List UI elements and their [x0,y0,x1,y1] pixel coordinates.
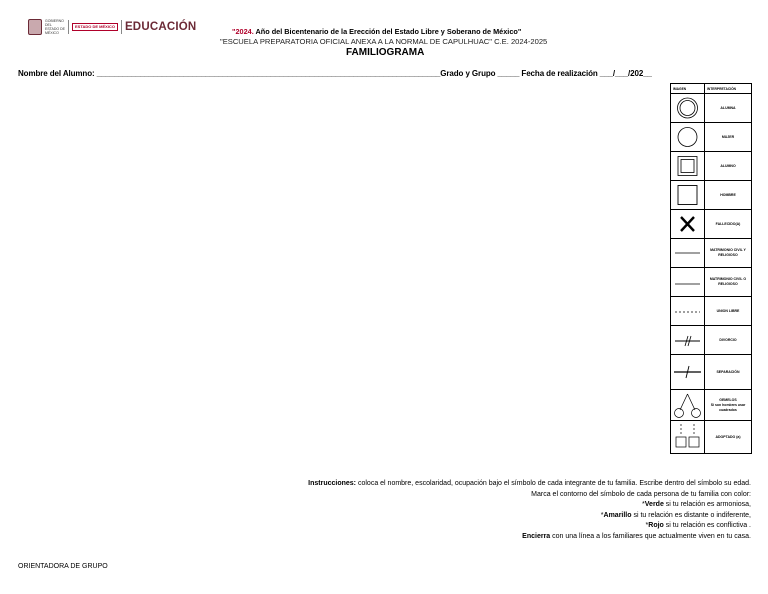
legend-row [671,268,752,297]
instruction-line: *Verde si tu relación es armoniosa, [642,501,751,509]
year-heading: "2024. Año del Bicentenario de la Erección del Estado Libre y Soberano de México" [232,27,522,36]
student-info-line[interactable]: Nombre del Alumno: _______________________________________________________________________________Grado y Grupo _____ Fecha de realización ___/___/202__ [18,69,652,78]
logo-mexico: ESTADO DE MÉXICO [72,23,118,31]
page-title: FAMILIOGRAMA [346,47,425,58]
legend-label: SEPARACIÓN [705,355,752,390]
legend-label: HOMBRE [705,181,752,210]
double-square-icon [671,152,704,180]
separation-line-icon [671,355,704,389]
legend-row [671,181,752,210]
divorce-line-icon [671,326,704,354]
legend-row [671,94,752,123]
instruction-line: Marca el contorno del símbolo de cada persona de tu familia con color: [531,490,751,498]
legend-label: ALUMNO [705,152,752,181]
instruction-line: *Rojo si tu relación es conflictiva . [645,522,751,530]
legend-label: DIVORCIO [705,326,752,355]
logo-divider [68,20,69,34]
legend-label: MUJER [705,123,752,152]
dashed-line-icon [671,297,704,325]
square-icon [671,181,704,209]
legend-label: MATRIMONIO CIVIL Y RELIGIOSO [705,239,752,268]
logo-state-text: GOBIERNO DEL ESTADO DE MÉXICO [45,19,65,35]
legend-label: UNION LIBRE [705,297,752,326]
legend-row [671,210,752,239]
circle-icon [671,123,704,151]
instruction-line: *Amarillo si tu relación es distante o indiferente, [600,511,751,519]
double-circle-icon [671,94,704,122]
instruction-line: Encierra con una línea a los familiares que actualmente viven en tu casa. [522,532,751,540]
twins-icon [671,390,704,420]
solid-line-icon [671,239,704,267]
legend-label: ADOPTADO (a) [705,421,752,454]
logo-divider [121,20,122,34]
solid-line-icon [671,268,704,296]
adopted-icon [671,421,704,453]
instructions [211,479,751,543]
legend-row [671,123,752,152]
legend-row [671,355,752,390]
school-name: "ESCUELA PREPARATORIA OFICIAL ANEXA A LA NORMAL DE CAPULHUAC" C.E. 2024-2025 [220,37,548,46]
legend-label: GEMELOS Si son hombres usar cuadrados [705,390,752,421]
legend-table [670,83,752,454]
instruction-line: Instrucciones: coloca el nombre, escolaridad, ocupación bajo el símbolo de cada integrante de tu familia. Escribe dentro del símbolo su edad. [308,480,751,487]
legend-row [671,390,752,421]
legend-label: FALLECIDO(A) [705,210,752,239]
x-mark-icon [671,210,704,238]
counselor-label: ORIENTADORA DE GRUPO [18,563,108,570]
legend-header-image: IMAGEN [671,84,705,94]
header-logos [28,18,213,36]
legend-row [671,297,752,326]
legend-row [671,421,752,454]
education-label: EDUCACIÓN [124,21,197,33]
legend-label: ALUMNA [705,94,752,123]
legend-row [671,326,752,355]
legend-label: MATRIMONIO CIVIL O RELIGIOSO [705,268,752,297]
state-seal-icon [28,19,42,35]
legend-row [671,239,752,268]
legend-row [671,152,752,181]
legend-header-interpretation: INTERPRETACIÓN [705,84,752,94]
